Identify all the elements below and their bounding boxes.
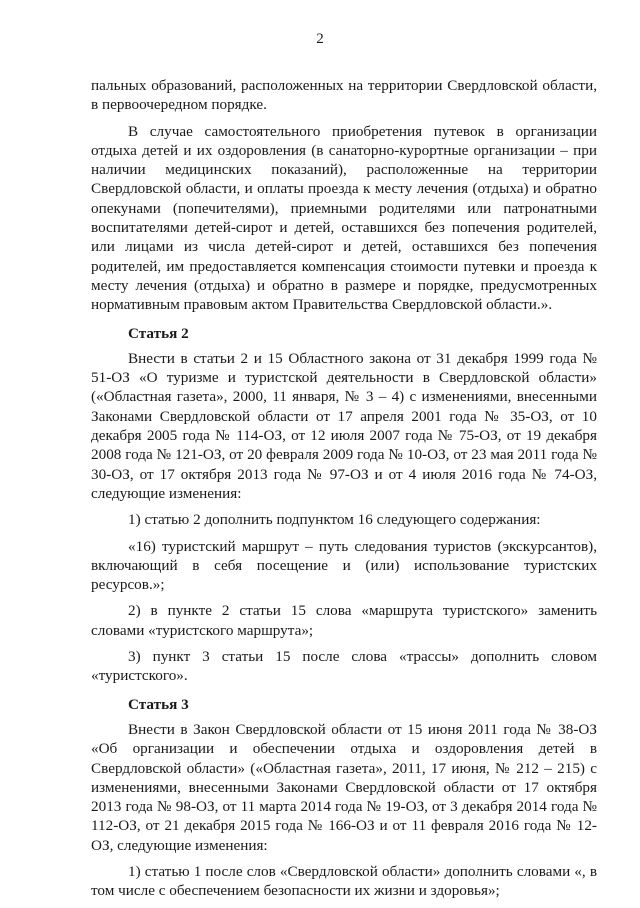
- paragraph-article-2-item-16: «16) туристский маршрут – путь следования туристов (экскурсантов), включающий в себя посещение и (или) использование туристских ресурсов.»;: [91, 537, 597, 594]
- paragraph-article-2-item-2: 2) в пункте 2 статьи 15 слова «маршрута туристского» заменить словами «туристского маршрута»;: [91, 602, 597, 639]
- paragraph-article-3-item-1: 1) статью 1 после слов «Свердловской области» дополнить словами «, в том числе с обеспечением безопасности их жизни и здоровья»;: [91, 862, 597, 900]
- paragraph-article-2-item-1: 1) статью 2 дополнить подпунктом 16 следующего содержания:: [128, 511, 541, 529]
- paragraph-continuation: пальных образований, расположенных на территории Свердловской области, в первоочередном порядке.: [91, 77, 597, 114]
- paragraph-article-2-item-3: 3) пункт 3 статьи 15 после слова «трассы» дополнить словом «туристского».: [91, 648, 597, 685]
- document-body: [91, 76, 597, 908]
- paragraph-article-2-intro: Внести в статьи 2 и 15 Областного закона от 31 декабря 1999 года № 51-ОЗ «О туризме и туристской деятельности в Свердловской области» («Областная газета», 2000, 11 января, № 3 – 4) с изменениями, внесенными Законами Свердловской области от 17 апреля 2001 года № 35-ОЗ, от 10 декабря 2005 года № 114-ОЗ, от 12 июля 2007 года № 75-ОЗ, от 19 декабря 2008 года № 121-ОЗ, от 20 февраля 2009 года № 10-ОЗ, от 23 мая 2011 года № 30-ОЗ, от 17 октября 2013 года № 97-ОЗ и от 4 июля 2016 года № 74-ОЗ, следующие изменения:: [91, 349, 597, 502]
- page-number: 2: [316, 31, 324, 47]
- paragraph-compensation: В случае самостоятельного приобретения путевок в организации отдыха детей и их оздоровления (в санаторно-курортные организации – при наличии медицинских показаний), расположенные на территории Свердловской области, и оплаты проезда к месту лечения (отдыха) и обратно опекунами (попечителями), приемными родителями или патронатными воспитателями детей-сирот и детей, оставшихся без попечения родителей, или лицами из числа детей-сирот и детей, оставшихся без попечения родителей, им предоставляется компенсация стоимости путевки и проезда к месту лечения (отдыха) и обратно в размере и порядке, предусмотренных нормативным правовым актом Правительства Свердловской области.».: [91, 122, 597, 314]
- article-heading-2: Статья 2: [128, 324, 189, 342]
- paragraph-article-3-intro: Внести в Закон Свердловской области от 15 июня 2011 года № 38-ОЗ «Об организации и обеспечении отдыха и оздоровления детей в Свердловской области» («Областная газета», 2011, 17 июня, № 212 – 215) с изменениями, внесенными Законами Свердловской области от 17 октября 2013 года № 98-ОЗ, от 11 марта 2014 года № 19-ОЗ, от 3 декабря 2014 года № 112-ОЗ, от 21 декабря 2015 года № 166-ОЗ и от 11 февраля 2016 года № 12-ОЗ, следующие изменения:: [91, 720, 597, 854]
- article-heading-3: Статья 3: [128, 695, 189, 713]
